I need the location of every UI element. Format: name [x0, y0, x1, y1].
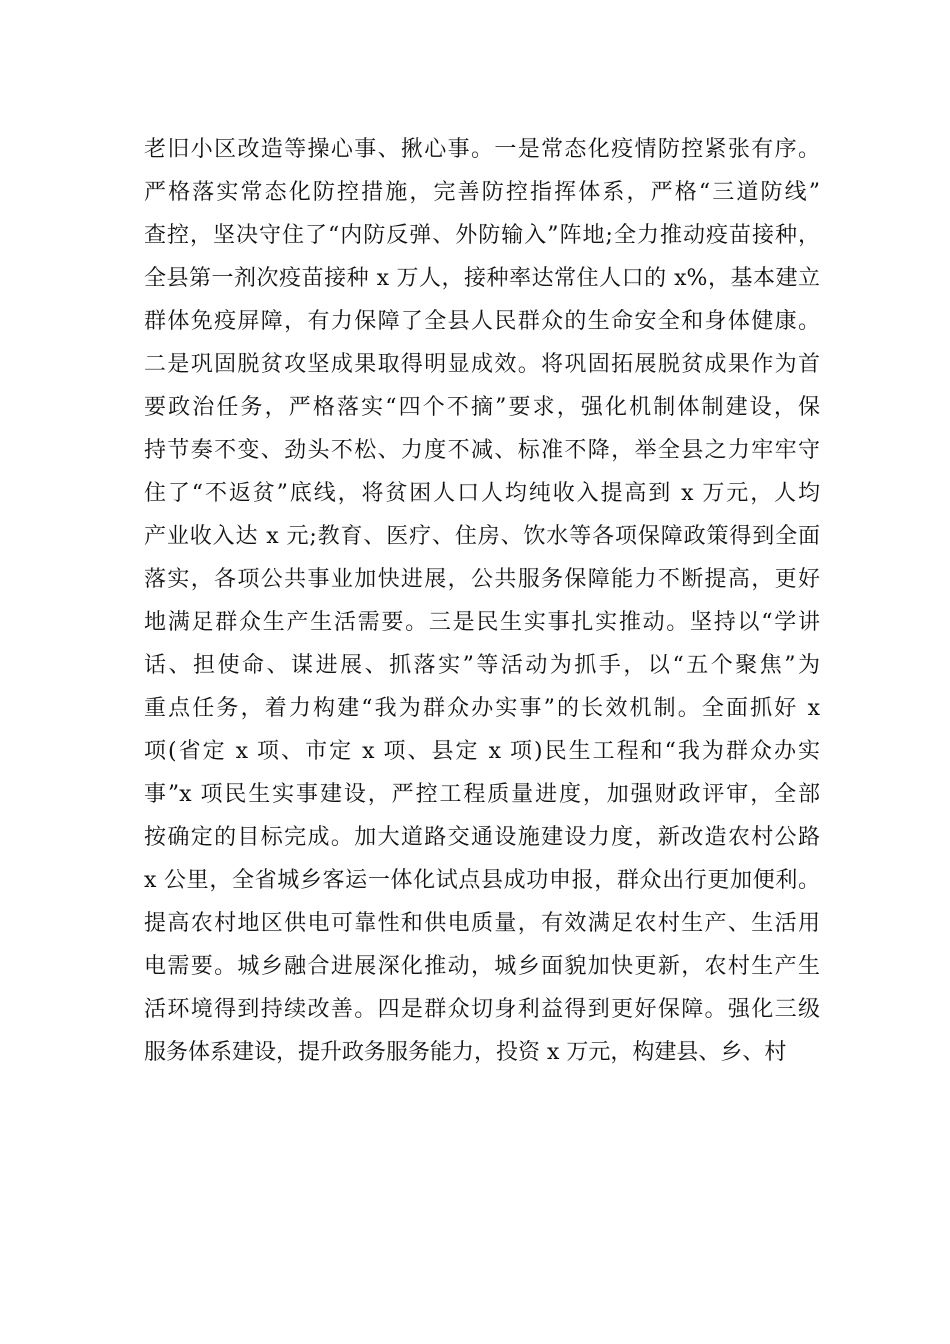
text-line: 二是巩固脱贫攻坚成果取得明显成效。将巩固拓展脱贫成果作为首 [144, 352, 820, 377]
text-line: 要政治任务，严格落实“四个不摘”要求，强化机制体制建设，保 [144, 395, 820, 420]
text-line: 查控，坚决守住了“内防反弹、外防输入”阵地;全力推动疫苗接种， [144, 223, 820, 248]
text-line: 重点任务，着力构建“我为群众办实事”的长效机制。全面抓好 x [144, 696, 820, 721]
body-text [144, 128, 820, 1074]
text-line: 老旧小区改造等操心事、揪心事。一是常态化疫情防控紧张有序。 [144, 137, 820, 162]
text-line: x 公里，全省城乡客运一体化试点县成功申报，群众出行更加便利。 [144, 868, 820, 893]
text-line: 群体免疫屏障，有力保障了全县人民群众的生命安全和身体健康。 [144, 309, 820, 334]
text-line: 事”x 项民生实事建设，严控工程质量进度，加强财政评审，全部 [144, 782, 820, 807]
text-line: 落实，各项公共事业加快进展，公共服务保障能力不断提高，更好 [144, 567, 820, 592]
text-line: 提高农村地区供电可靠性和供电质量，有效满足农村生产、生活用 [144, 911, 820, 936]
text-line: 活环境得到持续改善。四是群众切身利益得到更好保障。强化三级 [144, 997, 820, 1022]
text-line: 全县第一剂次疫苗接种 x 万人，接种率达常住人口的 x%，基本建立 [144, 266, 820, 291]
text-line: 项(省定 x 项、市定 x 项、县定 x 项)民生工程和“我为群众办实 [144, 739, 820, 764]
text-line: 住了“不返贫”底线，将贫困人口人均纯收入提高到 x 万元，人均 [144, 481, 820, 506]
text-line: 电需要。城乡融合进展深化推动，城乡面貌加快更新，农村生产生 [144, 954, 820, 979]
text-line: 服务体系建设，提升政务服务能力，投资 x 万元，构建县、乡、村 [144, 1040, 787, 1065]
text-line: 话、担使命、谋进展、抓落实”等活动为抓手，以“五个聚焦”为 [144, 653, 820, 678]
text-line: 产业收入达 x 元;教育、医疗、住房、饮水等各项保障政策得到全面 [144, 524, 820, 549]
text-line: 持节奏不变、劲头不松、力度不减、标准不降，举全县之力牢牢守 [144, 438, 820, 463]
text-line: 严格落实常态化防控措施，完善防控指挥体系，严格“三道防线” [144, 180, 820, 205]
text-line: 地满足群众生产生活需要。三是民生实事扎实推动。坚持以“学讲 [144, 610, 820, 635]
text-line: 按确定的目标完成。加大道路交通设施建设力度，新改造农村公路 [144, 825, 820, 850]
